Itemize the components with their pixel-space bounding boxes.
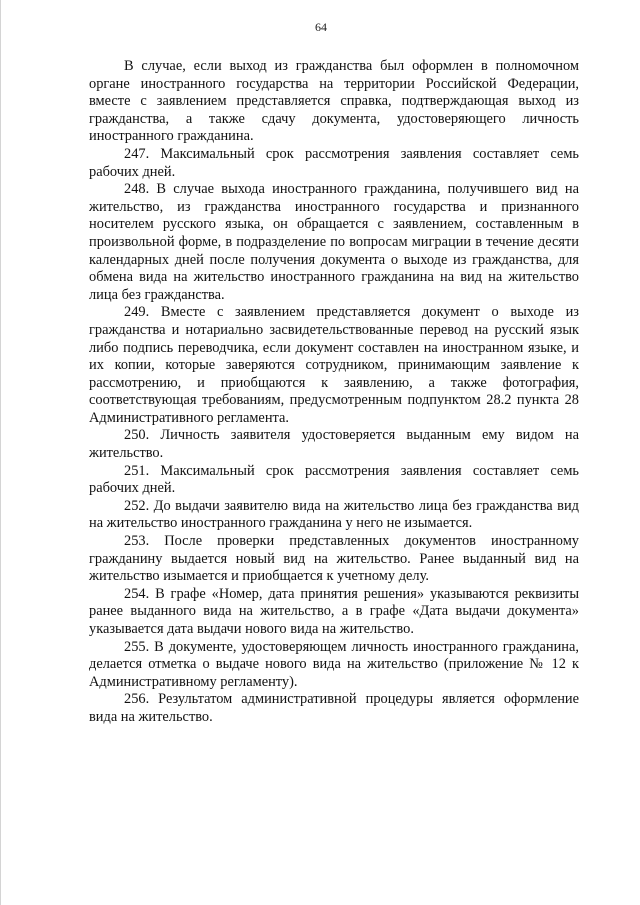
paragraph-249: 249. Вместе с заявлением представляется документ о выходе из гражданства и нотариально засвидетельствованные перевод на русский язык либо подпись переводчика, если документ составлен на иностранном языке, и их копии, которые заверяются сотрудником, принимающим заявление к рассмотрению, и приобщаются к заявлению, а также фотография, соответствующая требованиям, предусмотренным подпунктом 28.2 пункта 28 Административного регламента. <box>89 304 579 426</box>
paragraph-251: 251. Максимальный срок рассмотрения заявления составляет семь рабочих дней. <box>89 462 579 497</box>
paragraph-256: 256. Результатом административной процедуры является оформление вида на жительство. <box>89 691 579 725</box>
paragraph-250: 250. Личность заявителя удостоверяется выданным ему видом на жительство. <box>89 427 579 462</box>
paragraph-248: 248. В случае выхода иностранного гражданина, получившего вид на жительство, из гражданства иностранного государства и признанного носителем русского языка, он обращается с заявлением, составленным в произвольной форме, в подразделение по вопросам миграции в течение десяти календарных дней после получения документа о выходе из гражданства, для обмена вида на жительство иностранного гражданина на вид на жительство лица без гражданства. <box>89 181 579 303</box>
paragraph-254: 254. В графе «Номер, дата принятия решения» указываются реквизиты ранее выданного вида на жительство, а в графе «Дата выдачи документа» указывается дата выдачи нового вида на жительство. <box>89 585 579 637</box>
paragraph-exit-citizenship-certificate: В случае, если выход из гражданства был оформлен в полномочном органе иностранного государства на территории Российской Федерации, вместе с заявлением представляется справка, подтверждающая выход из гражданства, а также сдачу документа, удостоверяющего личность иностранного гражданина. <box>89 58 579 145</box>
paragraph-255: 255. В документе, удостоверяющем личность иностранного гражданина, делается отметка о выдаче нового вида на жительство (приложение № 12 к Административному регламенту). <box>89 638 579 690</box>
paragraph-247: 247. Максимальный срок рассмотрения заявления составляет семь рабочих дней. <box>89 145 579 180</box>
paragraph-253: 253. После проверки представленных документов иностранному гражданину выдается новый вид на жительство. Ранее выданный вид на жительство изымается и приобщается к учетному делу. <box>89 533 579 585</box>
paragraph-252: 252. До выдачи заявителю вида на жительство лица без гражданства вид на жительство иностранного гражданина у него не изымается. <box>89 497 579 532</box>
document-body <box>89 58 579 727</box>
page-number: 64 <box>315 20 327 34</box>
